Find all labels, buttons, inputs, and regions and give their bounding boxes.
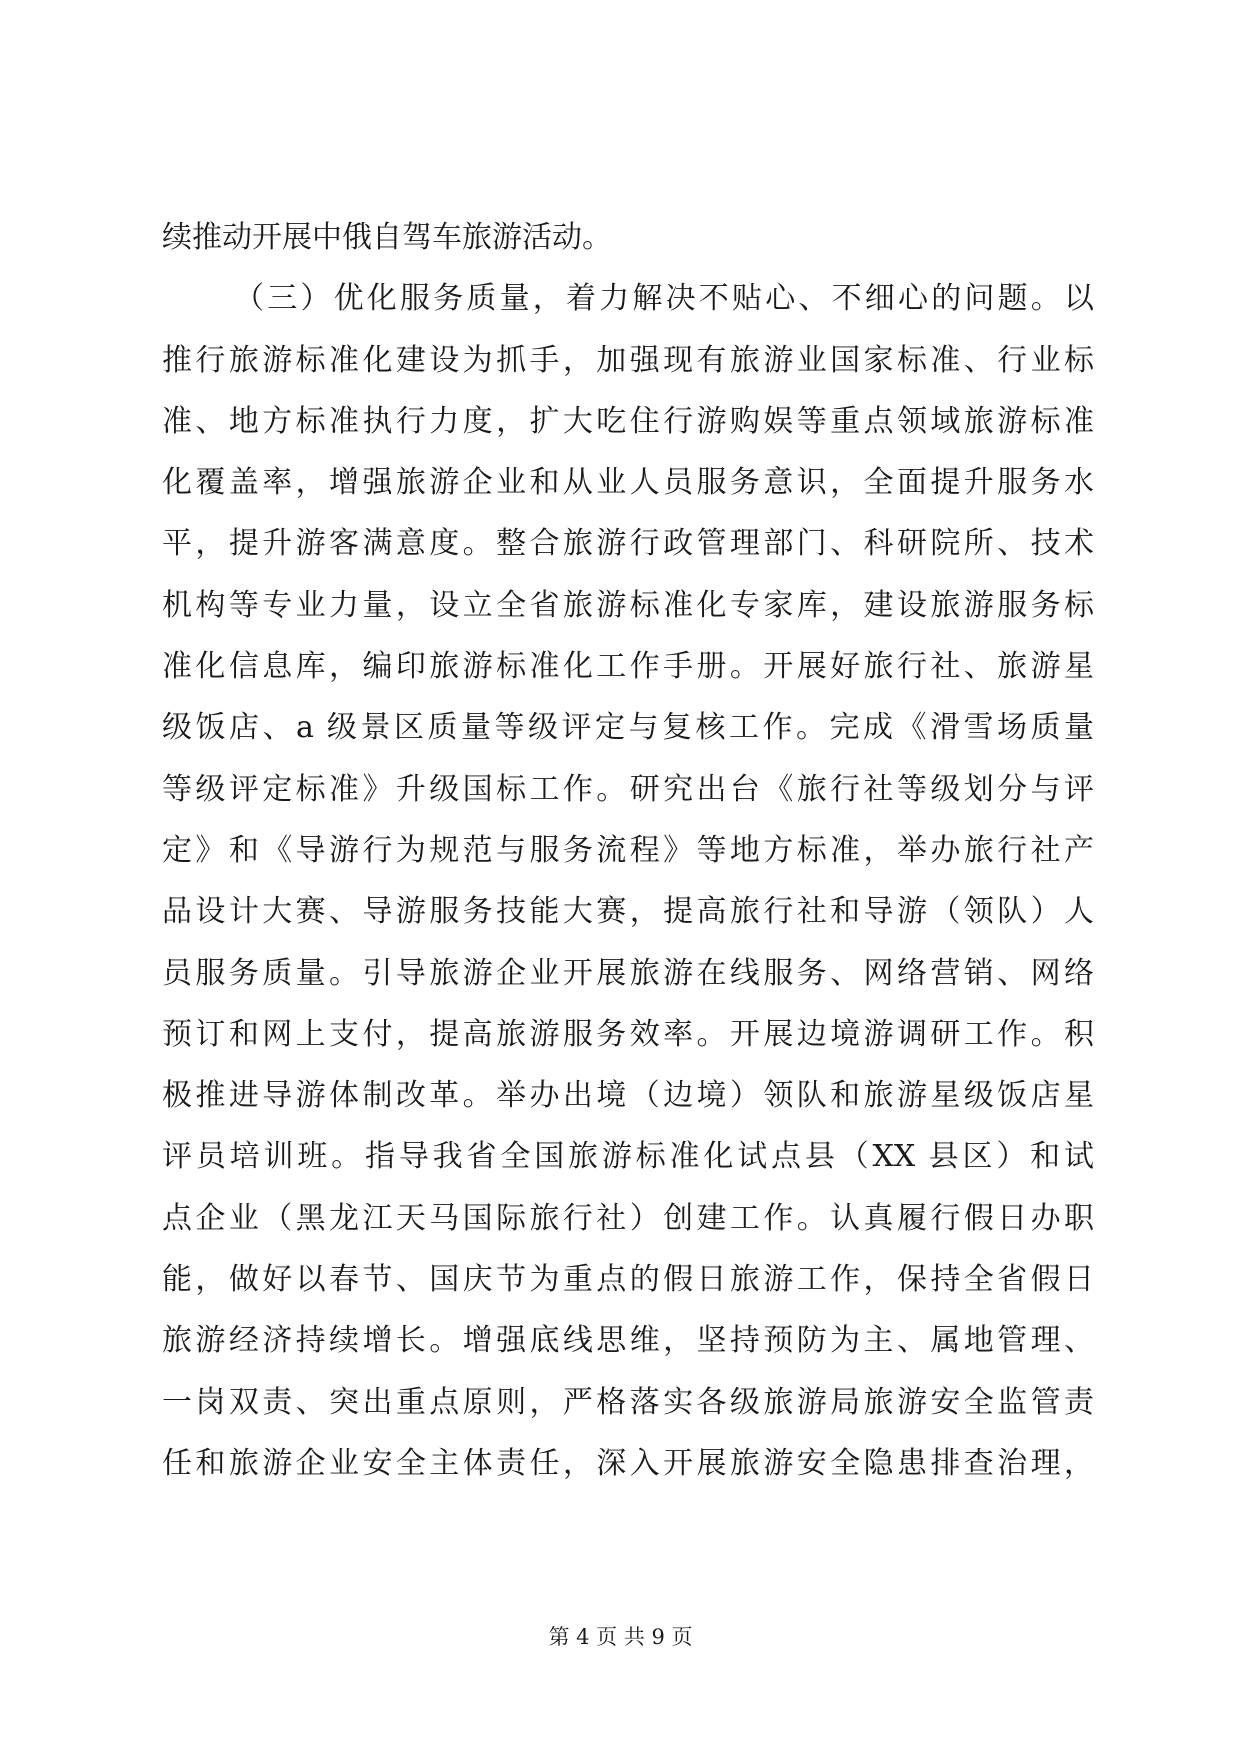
text-line: 预订和网上支付，提高旅游服务效率。开展边境游调研工作。积 <box>162 1016 1094 1052</box>
text-line: 旅游经济持续增长。增强底线思维，坚持预防为主、属地管理、 <box>162 1323 1094 1359</box>
text-line: 定》和《导游行为规范与服务流程》等地方标准，举办旅行社产 <box>162 832 1094 868</box>
text-line: 机构等专业力量，设立全省旅游标准化专家库，建设旅游服务标 <box>162 587 1094 623</box>
text-line: 等级评定标准》升级国标工作。研究出台《旅行社等级划分与评 <box>162 771 1094 807</box>
text-line: 一岗双责、突出重点原则，严格落实各级旅游局旅游安全监管责 <box>162 1384 1094 1420</box>
text-line: 品设计大赛、导游服务技能大赛，提高旅行社和导游（领队）人 <box>162 894 1094 930</box>
text-line: 极推进导游体制改革。举办出境（边境）领队和旅游星级饭店星 <box>162 1078 1094 1114</box>
text-line: 能，做好以春节、国庆节为重点的假日旅游工作，保持全省假日 <box>162 1262 1094 1298</box>
body-text <box>162 207 1094 1494</box>
text-line: 准、地方标准执行力度，扩大吃住行游购娱等重点领域旅游标准 <box>162 403 1094 439</box>
text-line: 员服务质量。引导旅游企业开展旅游在线服务、网络营销、网络 <box>162 955 1094 991</box>
text-line: 任和旅游企业安全主体责任，深入开展旅游安全隐患排查治理， <box>162 1445 1094 1481</box>
paragraph-first-line: （三）优化服务质量，着力解决不贴心、不细心的问题。以 <box>234 281 1094 317</box>
text-line: 续推动开展中俄自驾车旅游活动。 <box>162 220 612 255</box>
text-line: 平，提升游客满意度。整合旅游行政管理部门、科研院所、技术 <box>162 526 1094 562</box>
text-line: 点企业（黑龙江天马国际旅行社）创建工作。认真履行假日办职 <box>162 1200 1094 1236</box>
text-line: 化覆盖率，增强旅游企业和从业人员服务意识，全面提升服务水 <box>162 465 1094 501</box>
text-line: 级饭店、a 级景区质量等级评定与复核工作。完成《滑雪场质量 <box>162 710 1094 746</box>
text-line: 评员培训班。指导我省全国旅游标准化试点县（XX 县区）和试 <box>162 1139 1094 1175</box>
text-line: 推行旅游标准化建设为抓手，加强现有旅游业国家标准、行业标 <box>162 342 1094 378</box>
text-line: 准化信息库，编印旅游标准化工作手册。开展好旅行社、旅游星 <box>162 649 1094 685</box>
page-number-footer: 第 4 页 共 9 页 <box>548 1625 693 1649</box>
